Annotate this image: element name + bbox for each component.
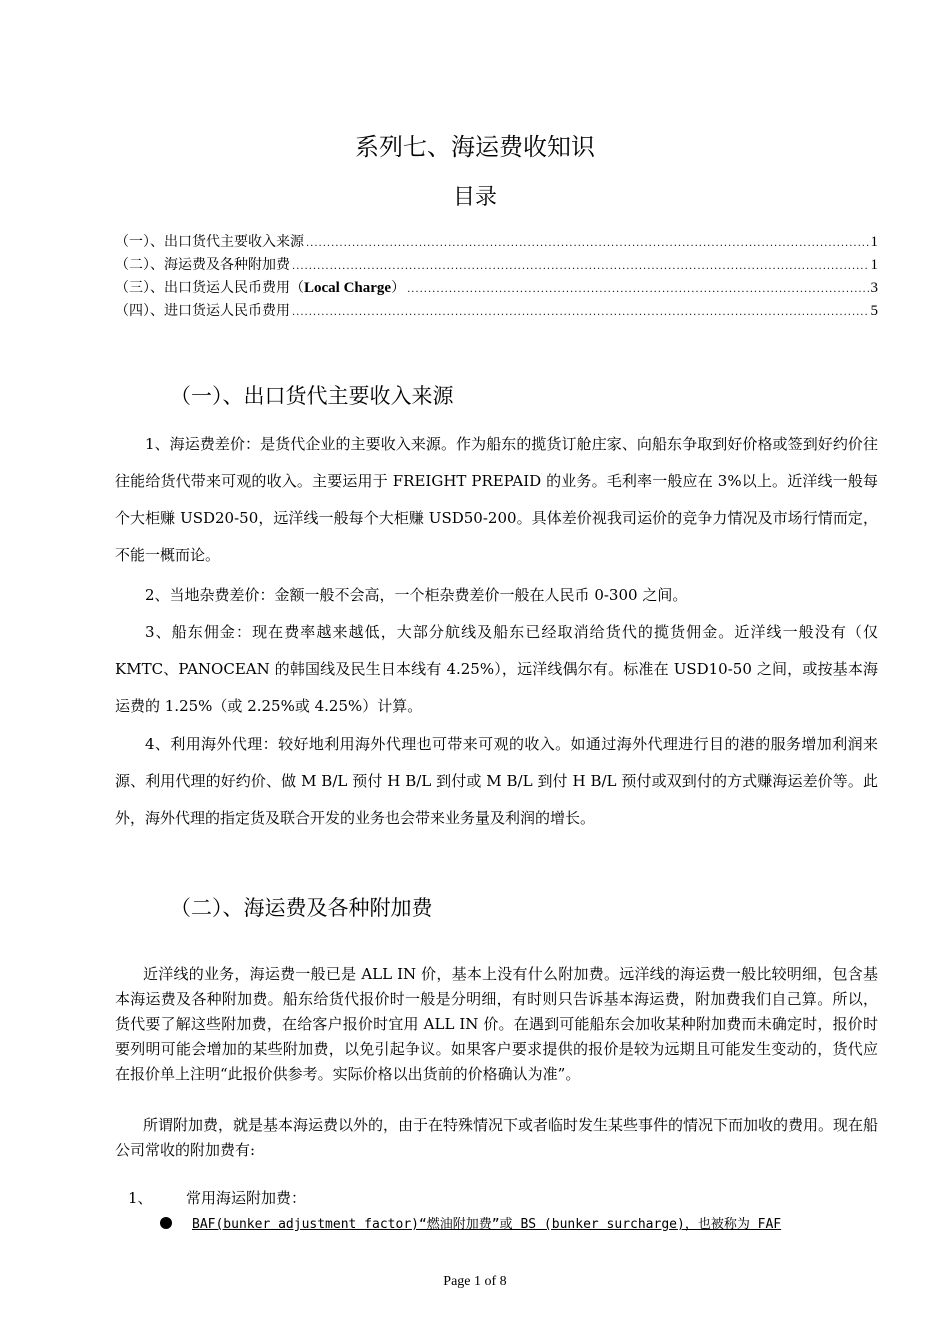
toc-entry[interactable] bbox=[115, 300, 878, 323]
paragraph: 4、利用海外代理：较好地利用海外代理也可带来可观的收入。如通过海外代理进行目的港的服务增加利润来源、利用代理的好约价、做 M B/L 预付 H B/L 到付或 M B/L 到付 H B/L 预付或双到付的方式赚海运差价等。此外，海外代理的指定货及联合开发的业务也会带来业务量及利润的增长。 bbox=[115, 735, 878, 827]
toc-entry-text-bold: Local Charge bbox=[304, 280, 392, 296]
toc-page-number: 1 bbox=[870, 257, 878, 273]
paragraph: 2、当地杂费差价：金额一般不会高，一个柜杂费差价一般在人民币 0-300 之间。 bbox=[145, 586, 688, 604]
toc-page-number: 5 bbox=[870, 303, 878, 319]
bullet-list-item bbox=[160, 1212, 880, 1237]
toc-leader-dots bbox=[306, 231, 869, 254]
toc-entry-text: （四）、进口货运人民币费用 bbox=[115, 303, 290, 319]
section-heading: （二）、海运费及各种附加费 bbox=[170, 896, 433, 920]
paragraph: 1、海运费差价：是货代企业的主要收入来源。作为船东的揽货订舱庄家、向船东争取到好价格或签到好约价往往能给货代带来可观的收入。主要运用于 FREIGHT PREPAID 的业务。毛利率一般应在 3%以上。近洋线一般每个大柜赚 USD20-50，远洋线一般每个大柜赚 USD50-200。具体差价视我司运价的竞争力情况及市场行情而定，不能一概而论。 bbox=[115, 435, 878, 564]
toc-entry[interactable] bbox=[115, 277, 878, 300]
paragraph: 近洋线的业务，海运费一般已是 ALL IN 价，基本上没有什么附加费。远洋线的海运费一般比较明细，包含基本海运费及各种附加费。船东给货代报价时一般是分明细，有时则只告诉基本海运费，附加费我们自己算。所以，货代要了解这些附加费，在给客户报价时宜用 ALL IN 价。在遇到可能船东会加收某种附加费而未确定时，报价时要列明可能会增加的某些附加费，以免引起争议。如果客户要求提供的报价是较为远期且可能发生变动的，货代应在报价单上注明“此报价供参考。实际价格以出货前的价格确认为准”。 bbox=[115, 965, 878, 1083]
document-title: 系列七、海运费收知识 bbox=[355, 133, 595, 161]
table-of-contents bbox=[115, 231, 878, 323]
toc-leader-dots bbox=[292, 254, 869, 277]
toc-leader-dots bbox=[292, 300, 869, 323]
toc-page-number: 1 bbox=[870, 234, 878, 250]
paragraph: 所谓附加费，就是基本海运费以外的，由于在特殊情况下或者临时发生某些事件的情况下而加收的费用。现在船公司常收的附加费有: bbox=[115, 1116, 879, 1159]
toc-leader-dots bbox=[407, 277, 868, 300]
toc-entry-text-prefix: （三）、出口货运人民币费用（ bbox=[115, 280, 304, 296]
numbered-list-item bbox=[128, 1186, 306, 1210]
section-heading: （一）、出口货代主要收入来源 bbox=[170, 384, 454, 408]
toc-entry-text: （一）、出口货代主要收入来源 bbox=[115, 234, 304, 250]
page-footer: Page 1 of 8 bbox=[443, 1274, 507, 1289]
list-number: 1、 bbox=[128, 1189, 153, 1207]
toc-entry[interactable] bbox=[115, 231, 878, 254]
toc-title: 目录 bbox=[452, 185, 497, 210]
toc-page-number: 3 bbox=[870, 280, 878, 296]
toc-entry-text: （二）、海运费及各种附加费 bbox=[115, 257, 290, 273]
bullet-link-text[interactable]: BAF(bunker adjustment factor)“燃油附加费”或 BS (bunker surcharge)，也被称为 FAF bbox=[192, 1217, 782, 1232]
toc-entry-text-suffix: ） bbox=[391, 280, 406, 296]
toc-entry[interactable] bbox=[115, 254, 878, 277]
bullet-icon bbox=[160, 1217, 172, 1229]
toc-entry-text bbox=[115, 277, 405, 300]
paragraph: 3、船东佣金：现在费率越来越低，大部分航线及船东已经取消给货代的揽货佣金。近洋线一般没有（仅 KMTC、PANOCEAN 的韩国线及民生日本线有 4.25%），远洋线偶尔有。标准在 USD10-50 之间，或按基本海运费的 1.25%（或 2.25%或 4.25%）计算。 bbox=[115, 623, 878, 715]
list-label: 常用海运附加费： bbox=[186, 1189, 307, 1207]
